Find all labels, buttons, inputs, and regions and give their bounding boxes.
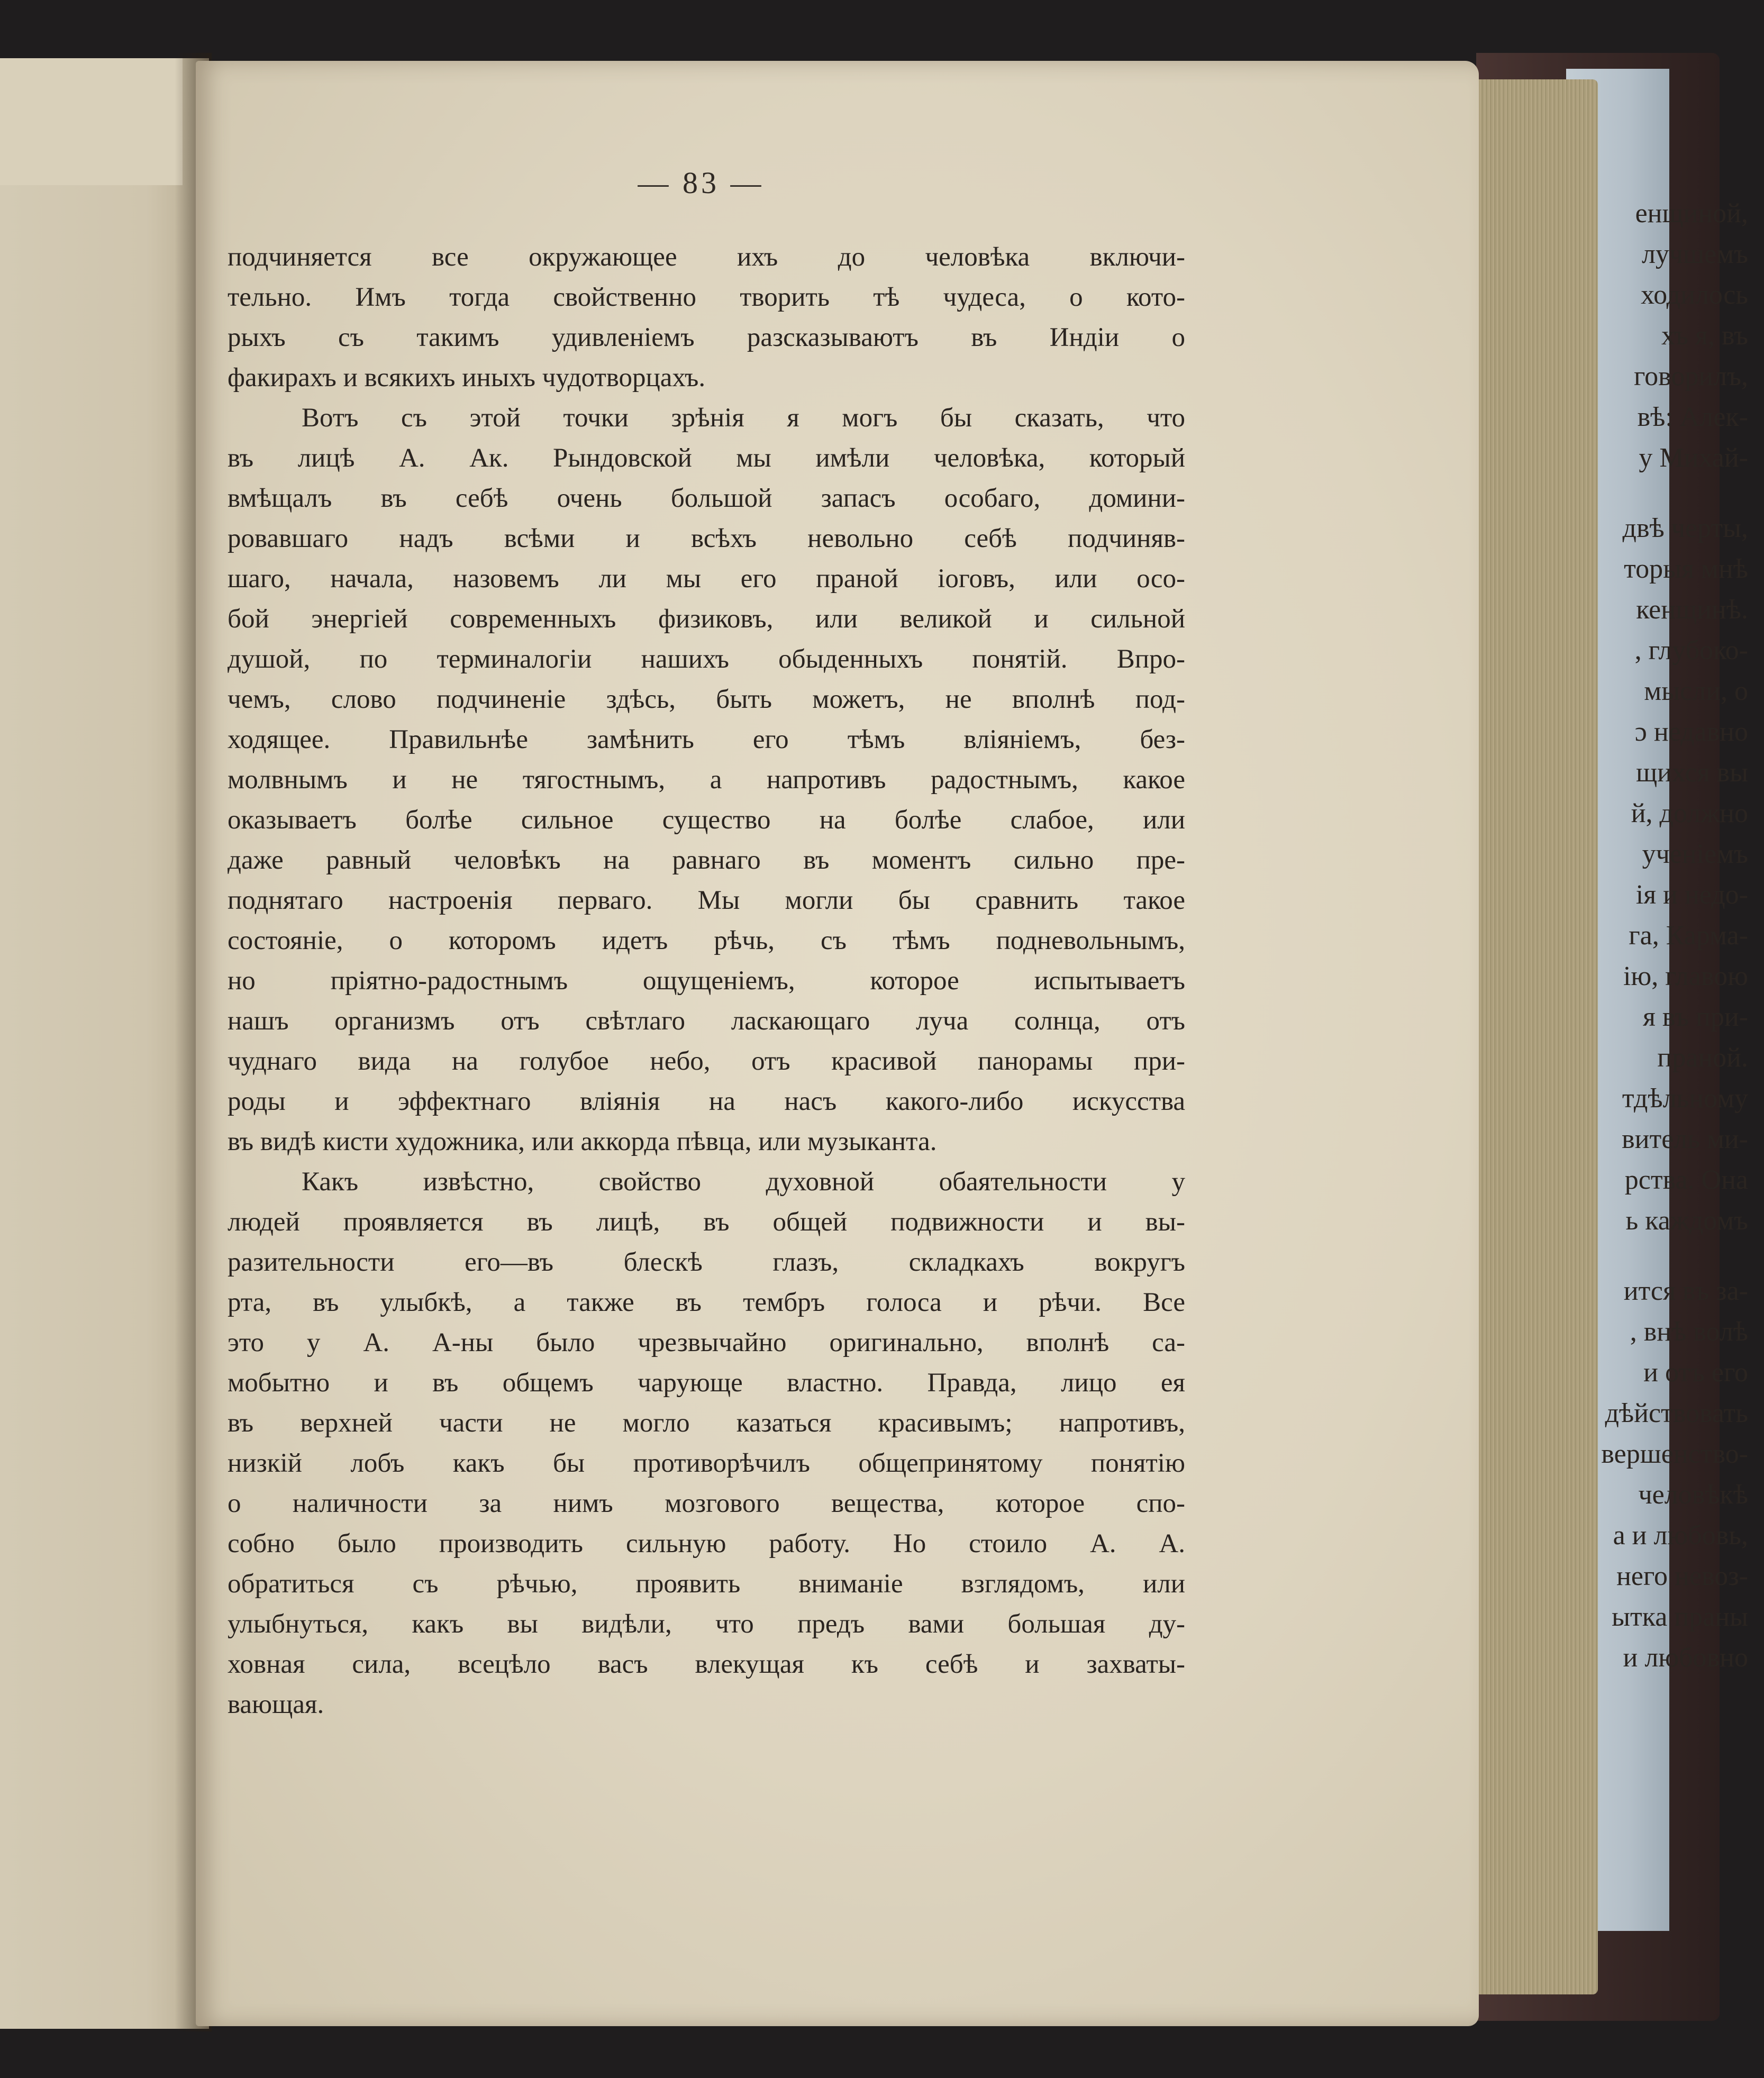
text-line: Какъ извѣстно, свойство духовной обаятельности у xyxy=(302,1167,1185,1197)
text-line: но пріятно-радостнымъ ощущеніемъ, которое испытываетъ xyxy=(228,966,1185,996)
left-page-line: ходилось xyxy=(1641,280,1748,310)
text-line: въ лицѣ А. Ак. Рындовской мы имѣли человѣка, который xyxy=(228,443,1185,473)
text-line: вмѣщалъ въ себѣ очень большой запасъ особаго, домини- xyxy=(228,484,1185,513)
left-page-line: мысли, о xyxy=(1644,676,1748,706)
left-page-line: ытка праны xyxy=(1612,1602,1748,1632)
left-page-line: вершенство- xyxy=(1601,1439,1748,1469)
left-page-line: дѣйствовать xyxy=(1605,1398,1748,1428)
left-page-line: тдѣльному xyxy=(1622,1083,1748,1114)
text-line: чемъ, слово подчиненіе здѣсь, быть можетъ, не вполнѣ под- xyxy=(228,685,1185,714)
text-line: подчиняется все окружающее ихъ до человѣка включи- xyxy=(228,242,1185,272)
text-line: разительности его—въ блескѣ глазъ, складкахъ вокругъ xyxy=(228,1247,1185,1277)
text-line: оказываетъ болѣе сильное существо на болѣе слабое, или xyxy=(228,805,1185,835)
text-line: нашъ организмъ отъ свѣтлаго ласкающаго луча солнца, отъ xyxy=(228,1006,1185,1036)
left-page-line: ученіемъ xyxy=(1642,839,1748,869)
text-line: собно было производить сильную работу. Но стоило А. А. xyxy=(228,1529,1185,1558)
text-line: роды и эффектнаго вліянія на насъ какого-либо искусства xyxy=(228,1087,1185,1116)
text-line: факирахъ и всякихъ иныхъ чудотворцахъ. xyxy=(228,363,706,393)
text-line: ховная сила, всецѣло васъ влекущая къ себѣ и захваты- xyxy=(228,1649,1185,1679)
left-page-line: лучшемъ xyxy=(1641,239,1748,269)
left-page-line: га, Карма- xyxy=(1629,920,1748,951)
left-page-line: а и любовь, xyxy=(1613,1520,1748,1551)
left-page-line: праной. xyxy=(1657,1043,1748,1073)
left-page-line: и любовно xyxy=(1623,1643,1748,1673)
left-page-line: витель ми- xyxy=(1622,1124,1748,1154)
left-page-line: й, должно xyxy=(1631,798,1748,828)
left-page-fold xyxy=(0,58,183,185)
text-line: улыбнуться, какъ вы видѣли, что предъ вами большая ду- xyxy=(228,1609,1185,1639)
left-page-line: ится въ за- xyxy=(1623,1276,1748,1306)
left-page-line: енщиной, xyxy=(1635,198,1748,229)
text-line: рыхъ съ такимъ удивленіемъ разсказываютъ въ Индіи о xyxy=(228,323,1185,352)
page-text-body xyxy=(228,237,1185,1725)
left-page-line: человѣкѣ xyxy=(1638,1480,1748,1510)
text-line: вающая. xyxy=(228,1690,324,1719)
text-line: это у А. А-ны было чрезвычайно оригинально, вполнѣ са- xyxy=(228,1328,1185,1357)
text-line: поднятаго настроенія перваго. Мы могли бы сравнить такое xyxy=(228,886,1185,915)
left-page-line: рства. Она xyxy=(1624,1165,1748,1195)
text-line: ходящее. Правильнѣе замѣнить его тѣмъ вліяніемъ, без- xyxy=(228,725,1185,754)
left-page-line: щихся вы xyxy=(1636,758,1748,788)
text-line: мобытно и въ общемъ чарующе властно. Правда, лицо ея xyxy=(228,1368,1185,1398)
left-page-line: я въ при- xyxy=(1642,1002,1748,1032)
text-line: тельно. Имъ тогда свойственно творить тѣ чудеса, о кото- xyxy=(228,282,1185,312)
left-page-line: него невоз- xyxy=(1616,1561,1748,1591)
text-line: въ верхней части не могло казаться красивымъ; напротивъ, xyxy=(228,1408,1185,1438)
left-page-line: у Михай- xyxy=(1639,443,1748,473)
text-line: душой, по терминалогіи нашихъ обыденныхъ понятій. Впро- xyxy=(228,644,1185,674)
text-line: рта, въ улыбкѣ, а также въ тембръ голоса и рѣчи. Все xyxy=(228,1288,1185,1317)
left-page-line: хъ я, въ xyxy=(1661,321,1748,351)
text-line: состояніе, о которомъ идетъ рѣчь, съ тѣмъ подневольнымъ, xyxy=(228,926,1185,955)
text-line: шаго, начала, назовемъ ли мы его праной іоговъ, или осо- xyxy=(228,564,1185,594)
text-line: людей проявляется въ лицѣ, въ общей подвижности и вы- xyxy=(228,1207,1185,1237)
page-number: — 83 — xyxy=(638,166,765,200)
left-page-line: ію, главою xyxy=(1623,961,1748,991)
text-line: молвнымъ и не тягостнымъ, а напротивъ радостнымъ, какое xyxy=(228,765,1185,795)
text-line: Вотъ съ этой точки зрѣнія я могъ бы сказать, что xyxy=(302,403,1185,433)
text-line: бой энергіей современныхъ физиковъ, или великой и сильной xyxy=(228,604,1185,634)
text-line: ровавшаго надъ всѣми и всѣхъ невольно себѣ подчиняв- xyxy=(228,524,1185,553)
left-page-line: ɔ недавно xyxy=(1634,717,1748,747)
text-line: даже равный человѣкъ на равнаго въ моментъ сильно пре- xyxy=(228,845,1185,875)
text-line: о наличности за нимъ мозгового вещества, которое спо- xyxy=(228,1489,1185,1518)
left-page-line: , глубоко- xyxy=(1634,635,1748,666)
left-page-line: ь каждомъ xyxy=(1625,1206,1748,1236)
left-page-line: вѣ: Алек- xyxy=(1637,402,1748,432)
left-page-line: , внѣ волѣ xyxy=(1630,1317,1748,1347)
text-line: обратиться съ рѣчью, проявить вниманіе взглядомъ, или xyxy=(228,1569,1185,1599)
left-page-line: торыя мнѣ xyxy=(1624,554,1748,584)
left-page-line: кенщинѣ. xyxy=(1636,595,1748,625)
text-line: въ видѣ кисти художника, или аккорда пѣвца, или музыканта. xyxy=(228,1127,937,1156)
left-page-line: говорилъ, xyxy=(1634,361,1748,391)
text-line: чуднаго вида на голубое небо, отъ красивой панорамы при- xyxy=(228,1046,1185,1076)
left-page-line: и отъ его xyxy=(1643,1357,1748,1388)
text-line: низкій лобъ какъ бы противорѣчилъ общепринятому понятію xyxy=(228,1448,1185,1478)
left-page-line: ія и недо- xyxy=(1635,880,1748,910)
left-page-line: двѣ черты, xyxy=(1622,513,1748,543)
